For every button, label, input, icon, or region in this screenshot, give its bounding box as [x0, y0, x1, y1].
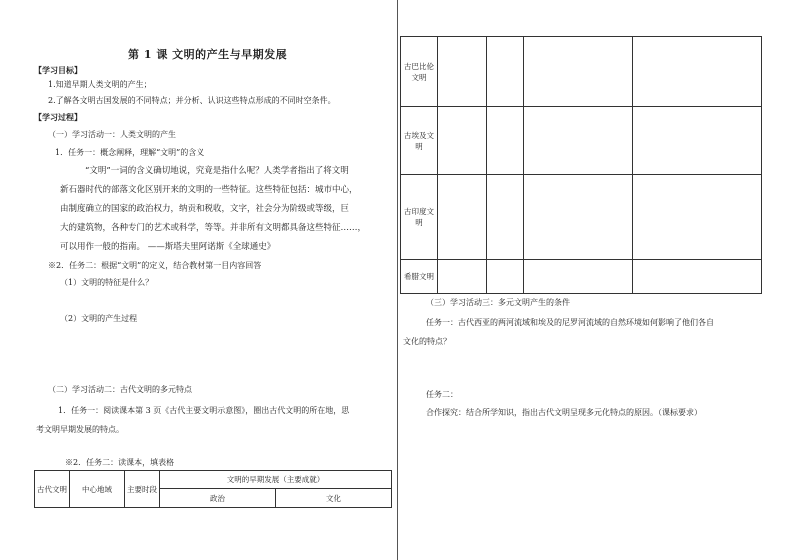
- civilization-table-body: [400, 36, 762, 294]
- page-divider: [397, 0, 398, 560]
- question-1: （1）文明的特征是什么？: [60, 278, 154, 287]
- task-3-line-2: 考文明早期发展的特点。: [36, 425, 124, 434]
- table-cell[interactable]: [524, 260, 633, 294]
- table-cell[interactable]: [487, 37, 524, 107]
- table-cell[interactable]: [438, 260, 487, 294]
- table-cell[interactable]: [438, 175, 487, 260]
- task-3-line-1: 1．任务一：阅读课本第 3 页《古代主要文明示意图》，圈出古代文明的所在地，思: [58, 406, 350, 415]
- table-cell[interactable]: [633, 260, 762, 294]
- col-ancient-civilization: 古代文明: [35, 471, 70, 508]
- table-cell[interactable]: [633, 37, 762, 107]
- table-cell[interactable]: [524, 107, 633, 175]
- activity-1-heading: （一）学习活动一：人类文明的产生: [48, 130, 176, 139]
- row-egypt: 古埃及文明: [401, 107, 438, 175]
- table-cell[interactable]: [487, 107, 524, 175]
- row-greece: 希腊文明: [401, 260, 438, 294]
- cooperative-inquiry: 合作探究：结合所学知识，指出古代文明呈现多元化特点的原因。（课标要求）: [426, 408, 702, 417]
- right-task-2: 任务二：: [426, 390, 458, 399]
- quote-line-3: 由制度确立的国家的政治权力，纳贡和税收，文字，社会分为阶级或等级，巨: [60, 204, 350, 214]
- quote-line-2: 新石器时代的部落文化区别开来的文明的一些特征。这些特征包括：城市中心，: [60, 185, 358, 195]
- activity-2-heading: （二）学习活动二：古代文明的多元特点: [48, 385, 192, 394]
- table-cell[interactable]: [633, 107, 762, 175]
- col-early-development: 文明的早期发展（主要成就）: [160, 471, 392, 489]
- row-india: 古印度文明: [401, 175, 438, 260]
- right-task-1-line-1: 任务一：古代西亚的两河流域和埃及的尼罗河流域的自然环境如何影响了他们各自: [426, 318, 714, 327]
- table-cell[interactable]: [524, 175, 633, 260]
- lesson-title: 第 1 课 文明的产生与早期发展: [128, 48, 288, 61]
- civilization-table-header: [34, 470, 392, 508]
- table-cell[interactable]: [487, 260, 524, 294]
- goals-heading: 【学习目标】: [34, 65, 82, 75]
- table-cell[interactable]: [524, 37, 633, 107]
- subcol-politics: 政治: [160, 489, 276, 508]
- table-cell[interactable]: [438, 37, 487, 107]
- quote-line-4: 大的建筑物，各种专门的艺术或科学，等等。并非所有文明都具备这些特征……，: [60, 223, 367, 233]
- quote-line-1: “文明”一词的含义确切地说，究竟是指什么呢？人类学者指出了将文明: [85, 166, 349, 176]
- right-task-1-line-2: 文化的特点？: [403, 337, 451, 346]
- table-cell[interactable]: [633, 175, 762, 260]
- goal-2: 2.了解各文明古国发展的不同特点；并分析、认识这些特点形成的不同时空条件。: [48, 96, 336, 105]
- quote-line-5: 可以用作一般的指南。 ——斯塔夫里阿诺斯《全球通史》: [60, 242, 276, 252]
- col-central-region: 中心地域: [70, 471, 125, 508]
- process-heading: 【学习过程】: [34, 112, 82, 122]
- table-cell[interactable]: [487, 175, 524, 260]
- goal-1: 1.知道早期人类文明的产生；: [48, 80, 152, 89]
- row-babylon: 古巴比伦文明: [401, 37, 438, 107]
- table-cell[interactable]: [438, 107, 487, 175]
- task-2-heading: ※2．任务二：根据“文明”的定义，结合教材第一目内容回答: [48, 261, 262, 270]
- activity-3-heading: （三）学习活动三：多元文明产生的条件: [426, 298, 570, 307]
- task-4-heading: ※2．任务二：读课本，填表格: [65, 458, 175, 467]
- task-1-heading: 1．任务一：概念阐释，理解“文明”的含义: [55, 148, 205, 157]
- col-main-period: 主要时段: [125, 471, 160, 508]
- subcol-culture: 文化: [276, 489, 392, 508]
- question-2: （2）文明的产生过程: [60, 314, 138, 323]
